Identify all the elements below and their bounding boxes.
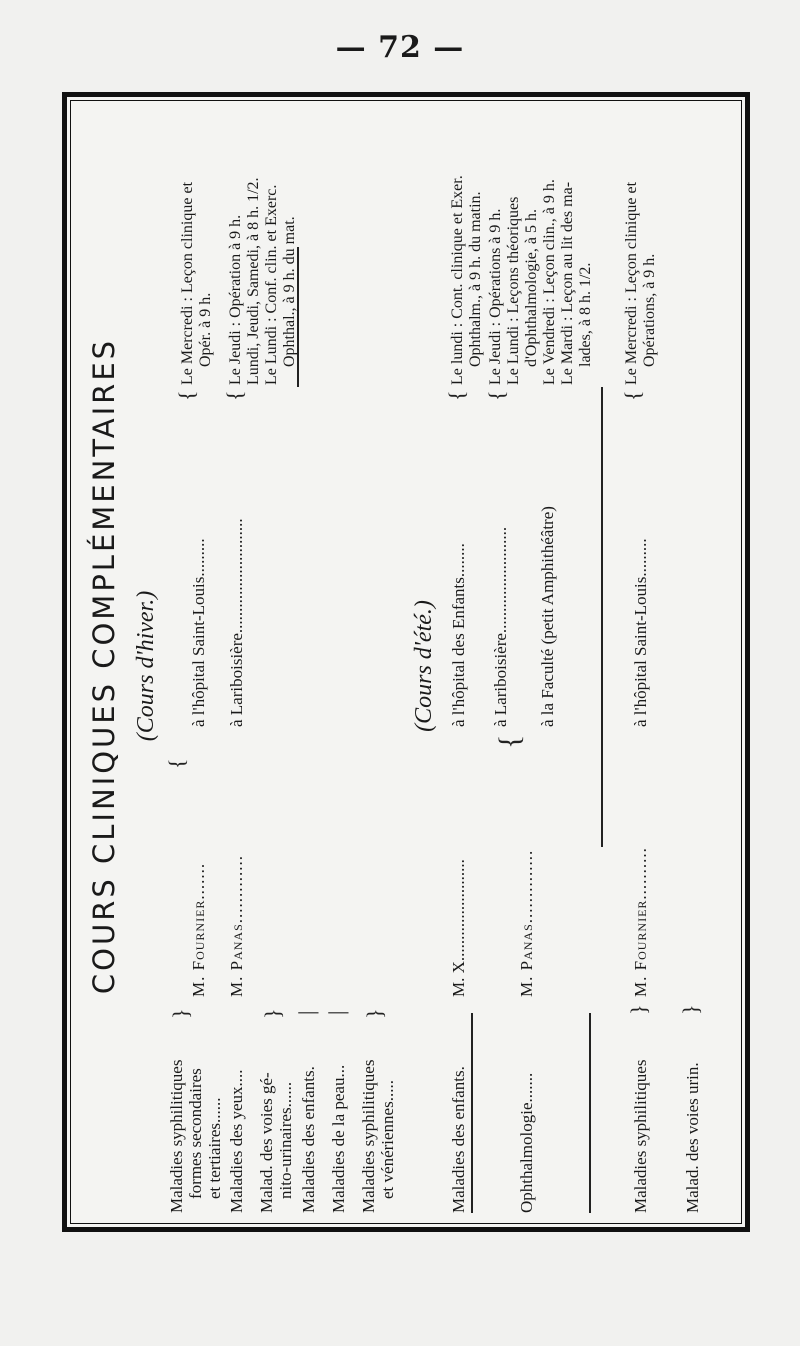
brace-icon: } — [362, 1008, 387, 1019]
table-title: COURS CLINIQUES COMPLÉMENTAIRES — [87, 337, 121, 995]
location: à l'hôpital Saint-Louis......... — [631, 538, 650, 727]
course-label: Maladies de la peau... — [329, 1064, 348, 1213]
brace-icon: } — [168, 1008, 193, 1019]
location: à l'hôpital des Enfants........ — [449, 543, 468, 727]
brace-icon: { — [493, 734, 526, 749]
brace-icon: | — [294, 1010, 319, 1015]
course-label: Maladies des yeux.... — [227, 1069, 246, 1213]
professor: M. Panas.............. — [517, 849, 536, 997]
schedule: Le lundi : Cont. clinique et Exer. Ophthalm., à 9 h. du matin. — [449, 175, 484, 385]
schedule: Le Jeudi : Opération à 9 h. Lundi, Jeudi, Samedi, à 8 h. 1/2. Le Lundi : Conf. clin. et Exerc. Ophthal., à 9 h. du mat. — [227, 177, 298, 385]
course-label: Maladies syphilitiques — [631, 1059, 650, 1213]
summer-subtitle: (Cours d'été.) — [411, 600, 437, 732]
brace-icon: { — [174, 390, 199, 401]
schedule: Le Mercredi : Leçon clinique et Opér. à 9 h. — [179, 181, 214, 385]
course-label: Maladies syphilitiques formes secondaires et tertiaires...... — [167, 1059, 224, 1213]
course-label: Malad. des voies urin. — [683, 1062, 702, 1213]
divider — [471, 1013, 473, 1213]
table-frame — [62, 92, 750, 1232]
brace-icon: { — [222, 390, 247, 401]
professor: M. Panas............. — [227, 855, 246, 997]
course-label: Maladies des enfants. — [449, 1066, 468, 1213]
brace-icon: { — [444, 390, 469, 401]
course-label: Maladies des enfants. — [299, 1066, 318, 1213]
brace-icon: } — [678, 1004, 703, 1015]
location: à Lariboisière........................... — [227, 518, 246, 727]
professor: M. X........................ — [449, 859, 468, 997]
location: à l'hôpital Saint-Louis......... — [189, 538, 208, 727]
winter-subtitle: (Cours d'hiver.) — [133, 590, 159, 742]
page-number: — 72 — — [335, 30, 465, 65]
schedule: Le Jeudi : Opérations à 9 h. Le Lundi : Leçons théoriques d'Ophthalmologie, à 5 h. Le Vendredi : Leçon clin., à 9 h. Le Mardi : Leçon au lit des ma- lades, à 8 h. 1/2. — [487, 179, 594, 385]
brace-icon: { — [164, 758, 189, 769]
brace-icon: } — [260, 1008, 285, 1019]
professor: M. Fournier.......... — [631, 847, 650, 997]
divider — [601, 387, 603, 847]
professor: M. Fournier....... — [189, 862, 208, 997]
brace-icon: | — [324, 1010, 349, 1015]
course-label: Malad. des voies gé- nito-urinaires...... — [257, 1072, 295, 1213]
location: à Lariboisière......................... à la Faculté (petit Amphithéâtre) — [491, 506, 557, 727]
course-label: Ophthalmologie....... — [517, 1072, 536, 1213]
rotated-table — [71, 105, 741, 1227]
schedule: Le Mercredi : Leçon clinique et Opérations, à 9 h. — [623, 181, 658, 385]
brace-icon: { — [620, 390, 645, 401]
course-label: Maladies syphilitiques et vénériennes..... — [359, 1059, 397, 1213]
divider — [297, 247, 299, 387]
brace-icon: { — [484, 390, 509, 401]
divider — [589, 1013, 591, 1213]
brace-icon: } — [626, 1004, 651, 1015]
